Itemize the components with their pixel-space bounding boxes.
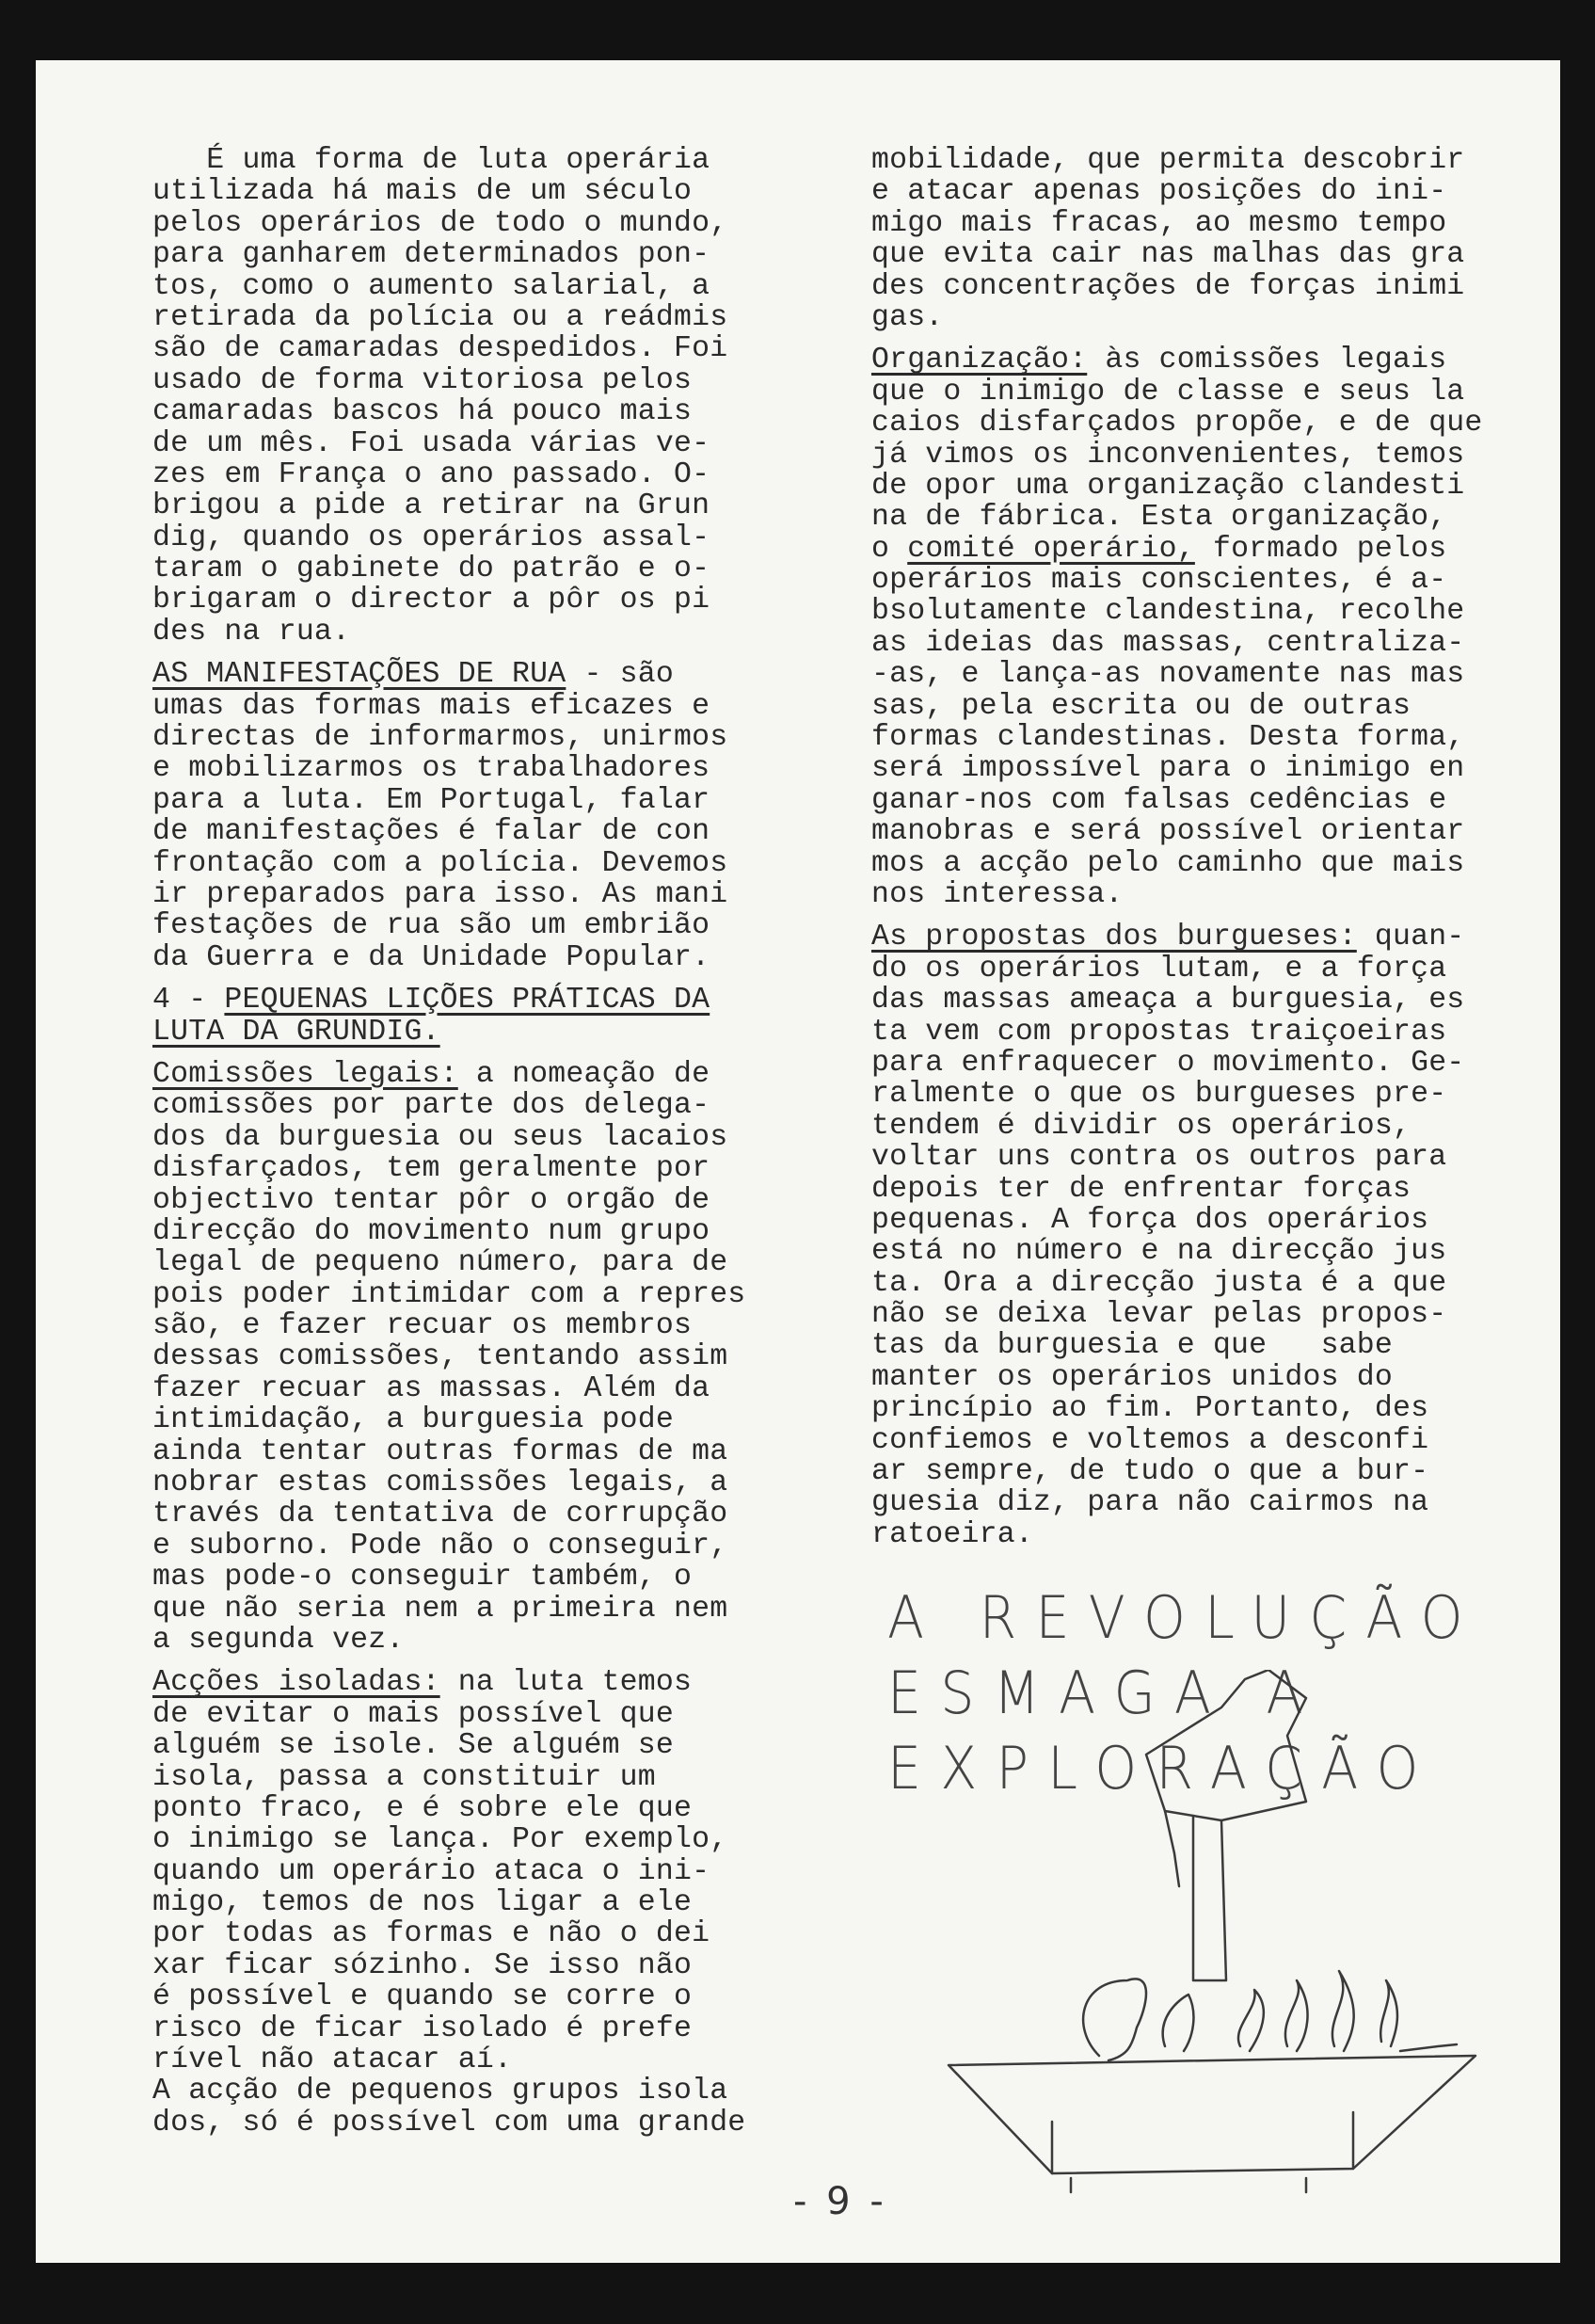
text-line: festações de rua são um embrião (152, 909, 710, 943)
text-line: caios disfarçados propõe, e de que (871, 407, 1483, 441)
text-line: zes em França o ano passado. O- (152, 457, 710, 491)
text-line: -as, e lança-as novamente nas mas (871, 658, 1465, 692)
text-line: de manifestações é falar de con (152, 815, 710, 849)
text-line: nos interessa. (871, 877, 1124, 911)
text-line: na de fábrica. Esta organização, (871, 501, 1447, 535)
text-line: AS MANIFESTAÇÕES DE RUA - são (152, 658, 674, 692)
text-line: isola, passa a constituir um (152, 1760, 656, 1794)
text-line: a segunda vez. (152, 1623, 405, 1657)
text-line: guesia diz, para não cairmos na (871, 1486, 1429, 1520)
text-line: alguém se isole. Se alguém se (152, 1729, 674, 1763)
text-line: que não seria nem a primeira nem (152, 1592, 728, 1626)
text-line: que evita cair nas malhas das gra (871, 238, 1465, 272)
text-line: sas, pela escrita ou de outras (871, 689, 1412, 723)
text-line: tos, como o aumento salarial, a (152, 269, 710, 303)
text-line: As propostas dos burgueses: quan- (871, 921, 1465, 954)
text-line: para a luta. Em Portugal, falar (152, 783, 710, 817)
text-line: das massas ameaça a burguesia, es (871, 984, 1465, 1018)
text-line: utilizada há mais de um século (152, 175, 693, 209)
text-line: dig, quando os operários assal- (152, 521, 710, 554)
text-line: frontação com a polícia. Devemos (152, 846, 728, 880)
underlined-heading: As propostas dos burgueses: (871, 921, 1357, 954)
text-line: umas das formas mais eficazes e (152, 689, 710, 723)
text-line: dos da burguesia ou seus lacaios (152, 1120, 728, 1154)
underlined-heading: PEQUENAS LIÇÕES PRÁTICAS DA (224, 984, 710, 1018)
text-line: operários mais conscientes, é a- (871, 564, 1447, 598)
slogan-line-2: ESMAGA A (887, 1659, 1322, 1727)
text-line: manobras e será possível orientar (871, 815, 1465, 849)
text-line: Organização: às comissões legais (871, 344, 1447, 377)
text-line: usado de forma vitoriosa pelos (152, 363, 693, 397)
text-line: de evitar o mais possível que (152, 1697, 674, 1731)
text-line: gas. (871, 300, 944, 334)
text-line: ganar-nos com falsas cedências e (871, 783, 1447, 817)
text-line: e mobilizarmos os trabalhadores (152, 752, 710, 786)
hammer-handle (1193, 1816, 1226, 1980)
document-page (36, 60, 1560, 2263)
text-line: través da tentativa de corrupção (152, 1498, 728, 1531)
text-line: Comissões legais: a nomeação de (152, 1057, 710, 1091)
underlined-heading: Comissões legais: (152, 1057, 458, 1091)
text-line: quando um operário ataca o ini- (152, 1854, 710, 1888)
slogan-line-3: EXPLORAÇÃO (887, 1734, 1438, 1803)
text-line: voltar uns contra os outros para (871, 1141, 1447, 1175)
text-line: rível não atacar aí. (152, 2044, 513, 2077)
text-line: directas de informarmos, unirmos (152, 721, 728, 755)
text-line: des concentrações de forças inimi (871, 269, 1465, 303)
text-line: e atacar apenas posições do ini- (871, 175, 1447, 209)
text-line: dessas comissões, tentando assim (152, 1340, 728, 1374)
page-number: - 9 - (793, 2180, 887, 2223)
text-line: xar ficar sózinho. Se isso não (152, 1948, 693, 1982)
text-line: pequenas. A força dos operários (871, 1203, 1429, 1237)
text-line: brigou a pide a retirar na Grun (152, 489, 710, 523)
text-line: brigaram o director a pôr os pi (152, 584, 710, 617)
text-line: as ideias das massas, centraliza- (871, 626, 1465, 660)
text-line: de opor uma organização clandesti (871, 469, 1465, 503)
text-line: para ganharem determinados pon- (152, 238, 710, 272)
left-text-column (152, 145, 745, 2139)
text-line: já vimos os inconvenientes, temos (871, 438, 1465, 472)
underlined-heading: Organização: (871, 344, 1088, 377)
right-text-column (871, 145, 1483, 1550)
text-line: que o inimigo de classe e seus la (871, 375, 1465, 409)
text-line: ralmente o que os burgueses pre- (871, 1078, 1447, 1112)
text-line (152, 1017, 745, 1048)
underlined-heading: AS MANIFESTAÇÕES DE RUA (152, 658, 566, 692)
text-line: são de camaradas despedidos. Foi (152, 332, 728, 366)
text-line: objectivo tentar pôr o orgão de (152, 1183, 710, 1217)
underlined-heading: comité operário, (907, 532, 1195, 566)
text-line: é possível e quando se corre o (152, 1980, 693, 2014)
text-line: Acções isoladas: na luta temos (152, 1666, 693, 1700)
text-line: comissões por parte dos delega- (152, 1089, 710, 1123)
text-line: fazer recuar as massas. Além da (152, 1371, 710, 1405)
text-line: da Guerra e da Unidade Popular. (152, 940, 710, 974)
hammer-head (1146, 1670, 1306, 1820)
anvil-platform (949, 2056, 1475, 2173)
text-line: nobrar estas comissões legais, a (152, 1467, 728, 1500)
text-line: tendem é dividir os operários, (871, 1109, 1412, 1143)
text-line: ratoeira. (871, 1517, 1033, 1551)
text-line: está no número e na direcção jus (871, 1235, 1447, 1269)
text-line: ta. Ora a direcção justa é a que (871, 1266, 1447, 1300)
text-line: des na rua. (152, 615, 351, 649)
text-line: A acção de pequenos grupos isola (152, 2075, 728, 2108)
text-line: pelos operários de todo o mundo, (152, 206, 728, 240)
text-line: de um mês. Foi usada várias ve- (152, 426, 710, 460)
text-line: direcção do movimento num grupo (152, 1214, 710, 1248)
text-line: depois ter de enfrentar forças (871, 1172, 1412, 1206)
crowd-figures (1083, 1979, 1146, 2060)
text-line: mas pode-o conseguir também, o (152, 1561, 693, 1595)
text-line: retirada da polícia ou a reádmis (152, 300, 728, 334)
text-line: formas clandestinas. Desta forma, (871, 721, 1465, 755)
underlined-heading: LUTA DA GRUNDIG. (152, 1015, 440, 1049)
text-line: migo, temos de nos ligar a ele (152, 1886, 693, 1920)
text-line: o inimigo se lança. Por exemplo, (152, 1823, 728, 1857)
text-line: É uma forma de luta operária (152, 144, 710, 177)
text-line: confiemos e voltemos a desconfi (871, 1423, 1429, 1457)
text-line: princípio ao fim. Portanto, des (871, 1392, 1429, 1426)
text-line: para enfraquecer o movimento. Ge- (871, 1046, 1465, 1080)
text-line: camaradas bascos há pouco mais (152, 395, 693, 429)
text-line: taram o gabinete do patrão e o- (152, 553, 710, 586)
text-line: pois poder intimidar com a repres (152, 1277, 746, 1311)
text-line: e suborno. Pode não o conseguir, (152, 1529, 728, 1563)
text-line: manter os operários unidos do (871, 1360, 1393, 1394)
text-line: 4 - PEQUENAS LIÇÕES PRÁTICAS DA (152, 984, 710, 1018)
text-line: ir preparados para isso. As mani (152, 877, 728, 911)
text-line: do os operários lutam, e a força (871, 952, 1447, 986)
text-line: ar sempre, de tudo o que a bur- (871, 1455, 1429, 1489)
text-line: o comité operário, formado pelos (871, 532, 1447, 566)
text-line: dos, só é possível com uma grande (152, 2106, 746, 2140)
text-line: não se deixa levar pelas propos- (871, 1298, 1447, 1332)
text-line: migo mais fracas, ao mesmo tempo (871, 206, 1447, 240)
text-line: será impossível para o inimigo en (871, 752, 1465, 786)
hammer-smashing-illustration (911, 1670, 1532, 2235)
text-line: por todas as formas e não o dei (152, 1917, 710, 1951)
text-line: mos a acção pelo caminho que mais (871, 846, 1465, 880)
text-line: ponto fraco, e é sobre ele que (152, 1791, 693, 1825)
text-line: intimidação, a burguesia pode (152, 1403, 674, 1437)
text-line: disfarçados, tem geralmente por (152, 1152, 710, 1186)
text-line: bsolutamente clandestina, recolhe (871, 595, 1465, 629)
text-line: são, e fazer recuar os membros (152, 1309, 693, 1343)
text-line: tas da burguesia e que sabe (871, 1329, 1393, 1363)
text-line: legal de pequeno número, para de (152, 1246, 728, 1280)
text-line: risco de ficar isolado é prefe (152, 2011, 693, 2045)
text-line: ainda tentar outras formas de ma (152, 1434, 728, 1468)
underlined-heading: Acções isoladas: (152, 1666, 440, 1700)
text-line: mobilidade, que permita descobrir (871, 144, 1465, 177)
text-line: ta vem com propostas traiçoeiras (871, 1015, 1447, 1049)
slogan-line-1: A REVOLUÇÃO (887, 1583, 1482, 1652)
